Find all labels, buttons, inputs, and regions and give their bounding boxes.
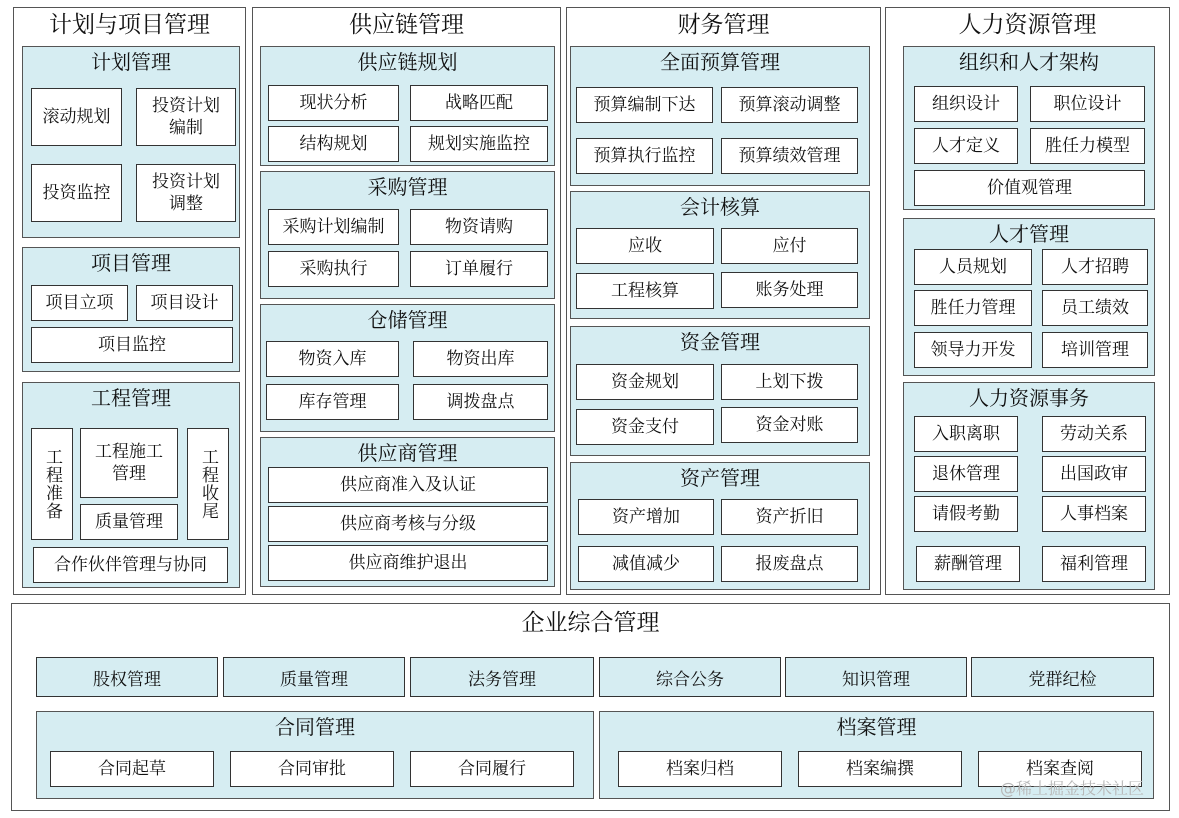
assets-title: 资产管理 (680, 466, 760, 490)
supply-planning-title: 供应链规划 (357, 50, 458, 74)
budget-monitor-box[interactable]: 预算执行监控 (576, 138, 713, 174)
purchase-execute-box[interactable]: 采购执行 (268, 251, 399, 287)
labor-relation-box[interactable]: 劳动关系 (1042, 416, 1146, 452)
purchase-mgmt-title: 采购管理 (367, 175, 448, 199)
salary-box[interactable]: 薪酬管理 (916, 546, 1020, 582)
bookkeeping-box[interactable]: 账务处理 (721, 272, 858, 308)
quality-mgmt-box[interactable]: 质量管理 (80, 504, 178, 540)
archive-compile-box[interactable]: 档案编撰 (798, 751, 962, 787)
org-design-box[interactable]: 组织设计 (914, 86, 1018, 122)
project-design-box[interactable]: 项目设计 (136, 285, 233, 321)
enterprise-quality-box[interactable]: 质量管理 (223, 657, 405, 697)
storage-mgmt-title: 仓储管理 (367, 308, 448, 332)
engineering-prepare-label: 工程准备 (42, 448, 62, 520)
competency-mgmt-box[interactable]: 胜任力管理 (914, 290, 1032, 326)
hr-affairs-title: 人力资源事务 (969, 386, 1089, 410)
legal-mgmt-box[interactable]: 法务管理 (410, 657, 594, 697)
archive-title: 档案管理 (836, 715, 917, 739)
contract-title: 合同管理 (275, 715, 355, 739)
receivable-box[interactable]: 应收 (576, 228, 714, 264)
abroad-review-box[interactable]: 出国政审 (1042, 456, 1146, 492)
recruit-box[interactable]: 人才招聘 (1042, 249, 1148, 285)
partner-collab-box[interactable]: 合作伙伴管理与协同 (33, 547, 228, 583)
status-analysis-box[interactable]: 现状分析 (268, 85, 399, 121)
engineering-closeout-label: 工程收尾 (198, 448, 218, 520)
retirement-box[interactable]: 退休管理 (914, 456, 1018, 492)
supply-chain-title: 供应链管理 (349, 12, 464, 38)
onboard-box[interactable]: 入职离职 (914, 416, 1018, 452)
position-design-box[interactable]: 职位设计 (1030, 86, 1145, 122)
leave-attendance-box[interactable]: 请假考勤 (914, 496, 1018, 532)
engineering-prepare-box[interactable] (31, 428, 73, 540)
material-outbound-box[interactable]: 物资出库 (413, 341, 548, 377)
finance-title: 财务管理 (677, 12, 770, 38)
supplier-assess-box[interactable]: 供应商考核与分级 (268, 506, 548, 542)
org-title: 组织和人才架构 (959, 50, 1099, 74)
scrap-count-box[interactable]: 报废盘点 (721, 546, 858, 582)
budget-performance-box[interactable]: 预算绩效管理 (721, 138, 858, 174)
budget-rolling-box[interactable]: 预算滚动调整 (721, 87, 858, 123)
impairment-box[interactable]: 减值减少 (578, 546, 714, 582)
personnel-file-box[interactable]: 人事档案 (1042, 496, 1146, 532)
strategy-match-box[interactable]: 战略匹配 (410, 85, 548, 121)
budget-issue-box[interactable]: 预算编制下达 (576, 87, 713, 123)
funds-reconcile-box[interactable]: 资金对账 (721, 407, 858, 443)
general-affairs-box[interactable]: 综合公务 (599, 657, 781, 697)
enterprise-title: 企业综合管理 (521, 610, 660, 636)
hr-title: 人力资源管理 (958, 12, 1097, 38)
knowledge-mgmt-box[interactable]: 知识管理 (785, 657, 967, 697)
party-discipline-box[interactable]: 党群纪检 (971, 657, 1154, 697)
purchase-plan-box[interactable]: 采购计划编制 (268, 209, 399, 245)
asset-depreciation-box[interactable]: 资产折旧 (721, 499, 858, 535)
investment-monitor-box[interactable]: 投资监控 (31, 164, 122, 222)
funds-title: 资金管理 (680, 330, 760, 354)
engineering-construction-box[interactable]: 工程施工 管理 (80, 428, 178, 498)
welfare-box[interactable]: 福利管理 (1042, 546, 1146, 582)
plan-mgmt-title: 计划管理 (91, 50, 171, 74)
material-request-box[interactable]: 物资请购 (410, 209, 548, 245)
plan-monitor-box[interactable]: 规划实施监控 (410, 126, 548, 162)
competency-model-box[interactable]: 胜任力模型 (1030, 128, 1145, 164)
order-fulfill-box[interactable]: 订单履行 (410, 251, 548, 287)
plan-project-title: 计划与项目管理 (49, 12, 210, 38)
budget-title: 全面预算管理 (660, 50, 780, 74)
funds-payment-box[interactable]: 资金支付 (576, 409, 714, 445)
structure-plan-box[interactable]: 结构规划 (268, 126, 399, 162)
supplier-mgmt-title: 供应商管理 (357, 441, 458, 465)
talent-title: 人才管理 (989, 222, 1069, 246)
equity-mgmt-box[interactable]: 股权管理 (36, 657, 218, 697)
leadership-box[interactable]: 领导力开发 (914, 332, 1032, 368)
archive-file-box[interactable]: 档案归档 (618, 751, 782, 787)
project-mgmt-title: 项目管理 (91, 251, 171, 275)
training-box[interactable]: 培训管理 (1042, 332, 1148, 368)
investment-plan-adjust-box[interactable]: 投资计划 调整 (136, 164, 236, 222)
employee-perf-box[interactable]: 员工绩效 (1042, 290, 1148, 326)
funds-allocation-box[interactable]: 上划下拨 (721, 364, 858, 400)
engineering-accounting-box[interactable]: 工程核算 (576, 273, 714, 309)
rolling-plan-box[interactable]: 滚动规划 (31, 88, 122, 146)
engineering-closeout-box[interactable] (187, 428, 229, 540)
contract-draft-box[interactable]: 合同起草 (50, 751, 214, 787)
asset-increase-box[interactable]: 资产增加 (578, 499, 714, 535)
funds-plan-box[interactable]: 资金规划 (576, 364, 714, 400)
project-initiation-box[interactable]: 项目立项 (31, 285, 128, 321)
archive-query-box[interactable]: 档案查阅 (978, 751, 1142, 787)
project-monitor-box[interactable]: 项目监控 (31, 327, 233, 363)
supplier-exit-box[interactable]: 供应商维护退出 (268, 545, 548, 581)
contract-perform-box[interactable]: 合同履行 (410, 751, 574, 787)
investment-plan-compile-box[interactable]: 投资计划 编制 (136, 88, 236, 146)
talent-define-box[interactable]: 人才定义 (914, 128, 1018, 164)
inventory-mgmt-box[interactable]: 库存管理 (266, 384, 399, 420)
supplier-access-box[interactable]: 供应商准入及认证 (268, 467, 548, 503)
values-mgmt-box[interactable]: 价值观管理 (914, 170, 1145, 206)
transfer-count-box[interactable]: 调拨盘点 (413, 384, 548, 420)
contract-approve-box[interactable]: 合同审批 (230, 751, 394, 787)
watermark: @稀土掘金技术社区 (1000, 779, 1145, 798)
engineering-mgmt-title: 工程管理 (91, 386, 171, 410)
payable-box[interactable]: 应付 (721, 228, 858, 264)
material-inbound-box[interactable]: 物资入库 (266, 341, 399, 377)
staff-plan-box[interactable]: 人员规划 (914, 249, 1032, 285)
accounting-title: 会计核算 (680, 195, 760, 219)
